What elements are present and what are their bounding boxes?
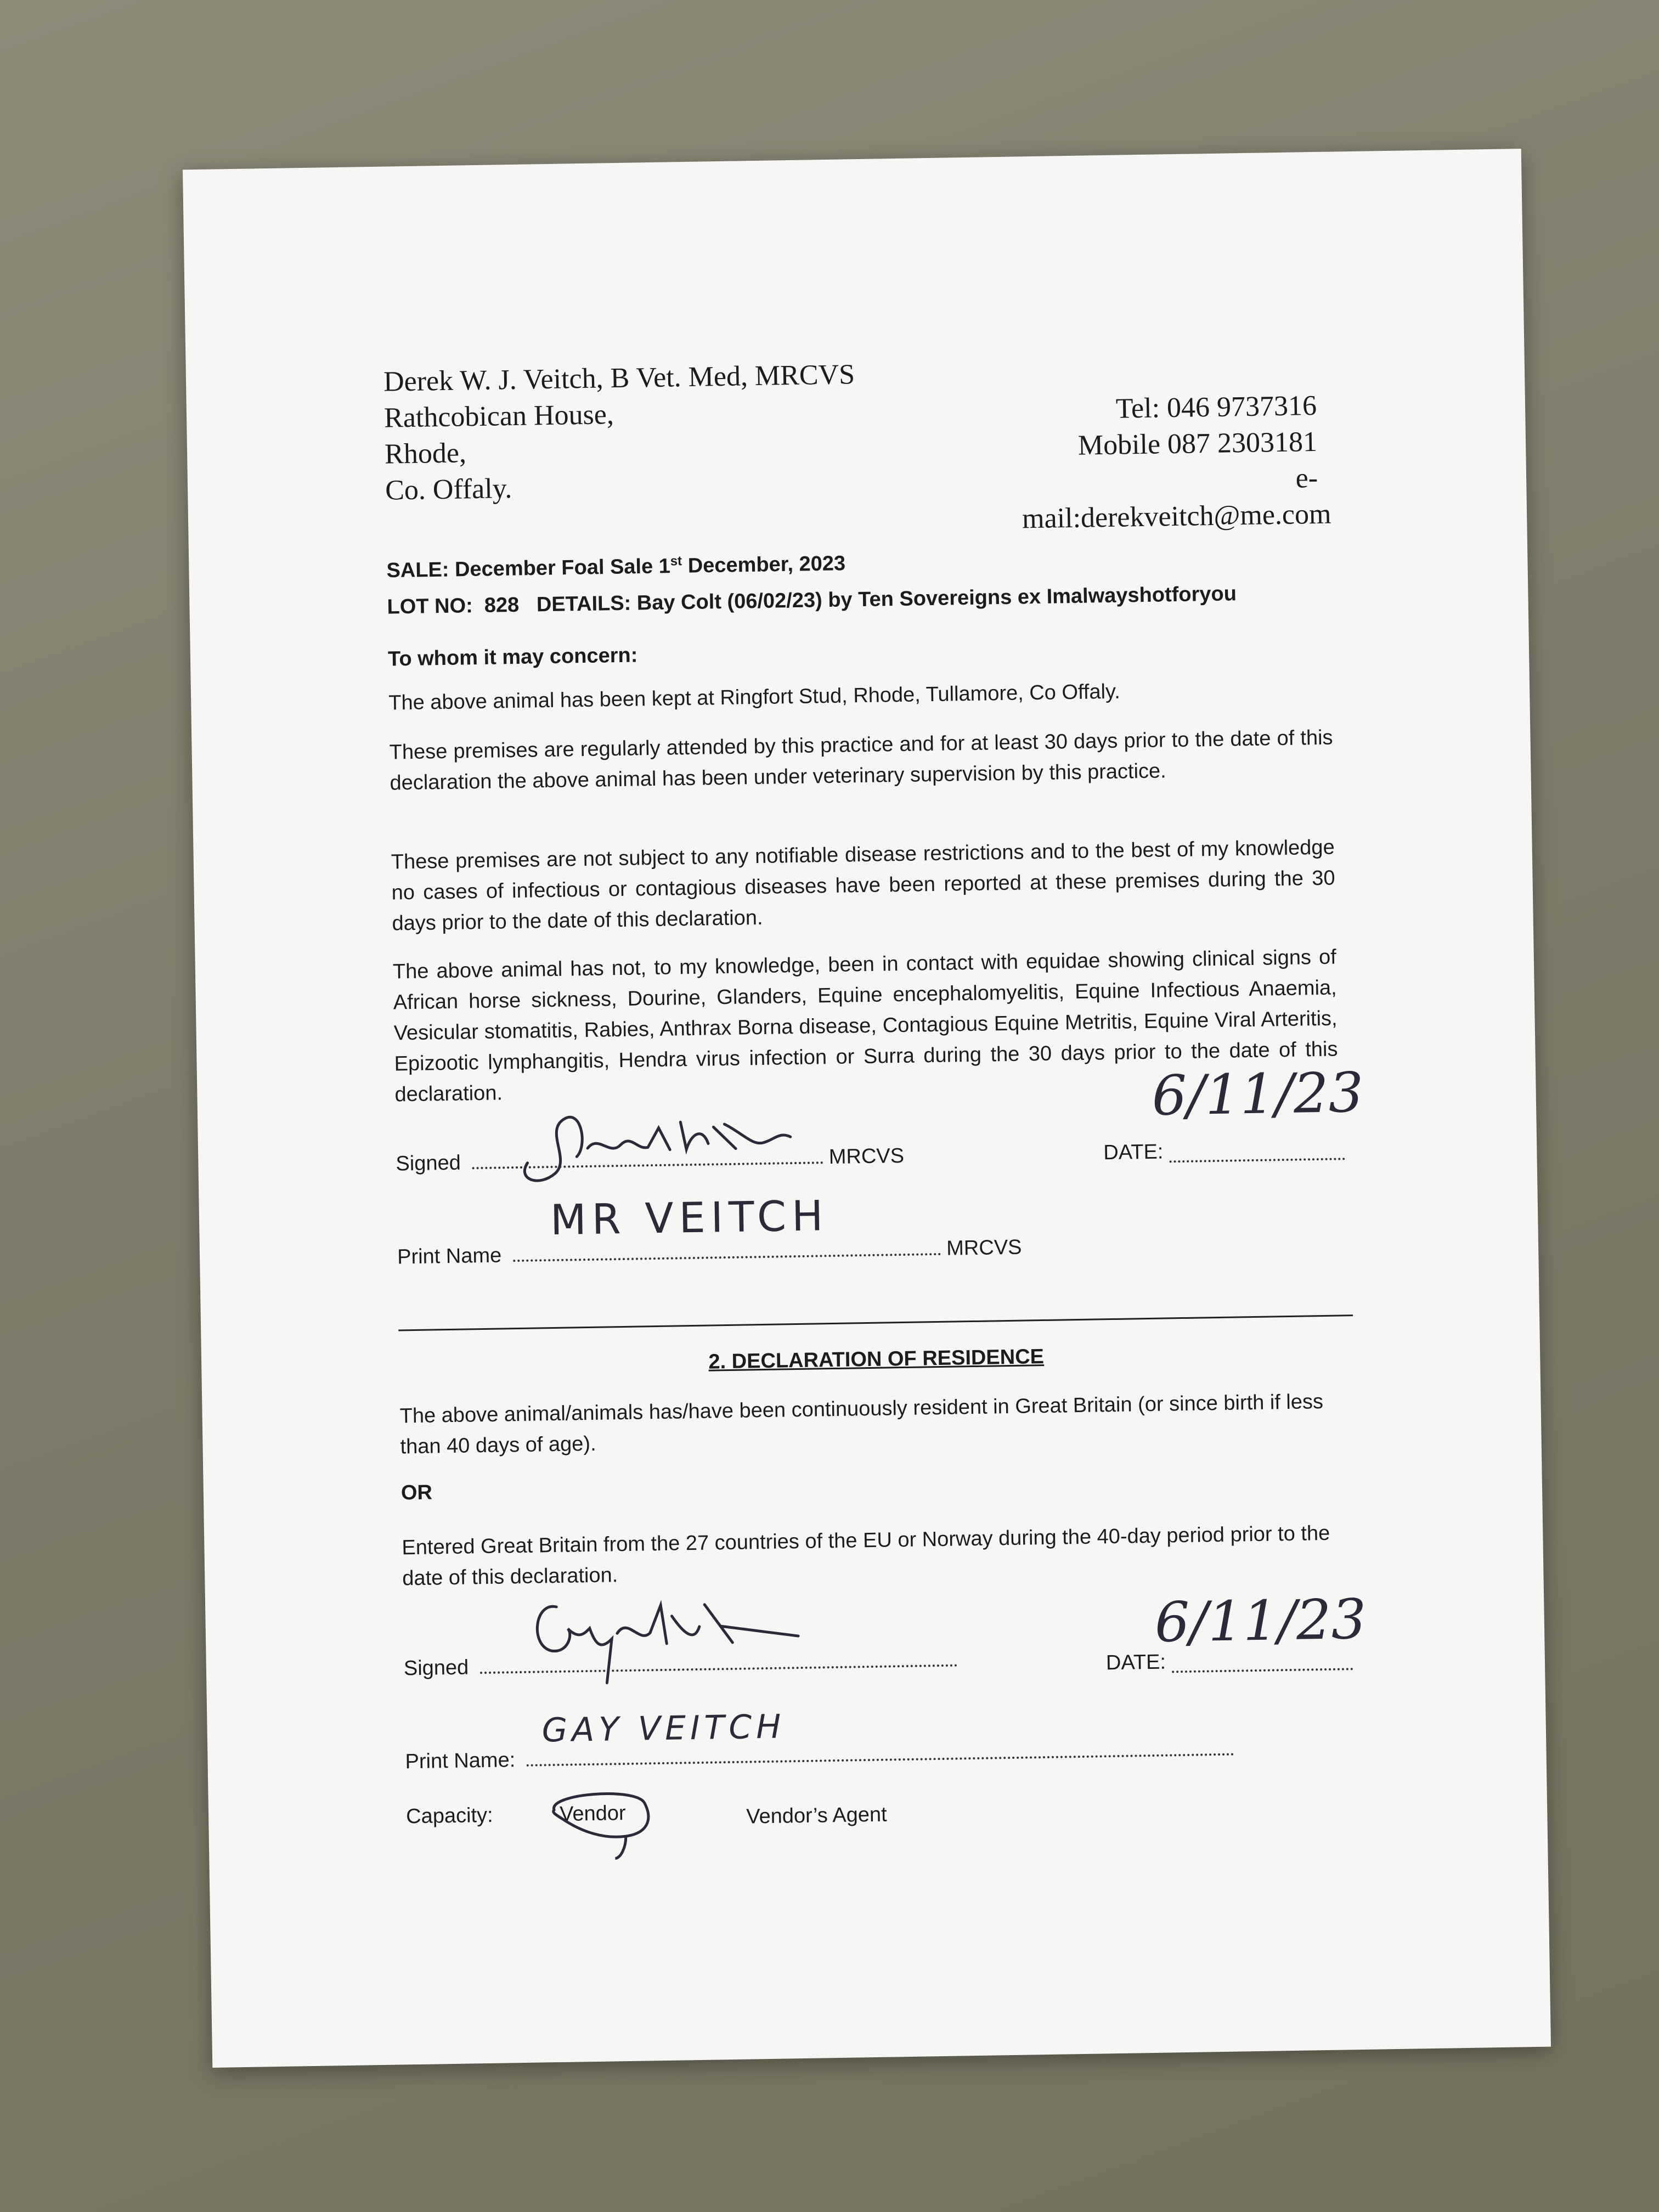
signed-label: Signed	[396, 1151, 461, 1176]
paragraph-4: The above animal has not, to my knowledge, been in contact with equidae showing clinical signs of African horse sickness, Dourine, Glanders, Equine encephalomyelitis, Equine Infectious Anaemia, Vesicular stomatitis, Rabies, Anthrax Borna disease, Contagious Equine Metritis, Equine Viral Arteritis, Epizootic lymphangitis, Hendra virus infection or Surra during the 30 days prior to the date of this declaration.	[392, 945, 1338, 1107]
print-name-line	[513, 1251, 941, 1262]
paragraph-3: These premises are not subject to any notifiable disease restrictions and to the best of my knowledge no cases of infectious or contagious diseases have been reported at these premises during the 30 days prior to the date of this declaration.	[391, 836, 1335, 935]
vendor-circle-mark	[543, 1786, 653, 1865]
vendor-print-name-line	[527, 1751, 1234, 1767]
vendor-signature-image	[512, 1581, 821, 1695]
lot-details: LOT NO: 828 DETAILS: Bay Colt (06/02/23) by Ten Sovereigns ex Imalwayshotforyou	[387, 582, 1237, 619]
vendor-date-handwriting	[1154, 1578, 1367, 1685]
paragraph-2: These premises are regularly attended by this practice and for at least 30 days prior to the date of this declaration the above animal has been under veterinary supervision by this practice.	[389, 726, 1333, 795]
address-line-3: Co. Offaly.	[385, 473, 512, 506]
sale-suffix: December, 2023	[681, 552, 846, 578]
mrcvs-label: MRCVS	[828, 1144, 905, 1169]
declaration-document	[183, 149, 1551, 2068]
vet-print-name-value: MR VEITCH	[550, 1191, 829, 1245]
date-label: DATE:	[1103, 1140, 1164, 1165]
salutation: To whom it may concern:	[387, 644, 638, 671]
address-line-2: Rhode,	[384, 437, 467, 470]
vendor-print-name-label: Print Name:	[405, 1748, 516, 1774]
capacity-row	[406, 1789, 1175, 1867]
print-name-label: Print Name	[397, 1244, 502, 1269]
paragraph-1: The above animal has been kept at Ringfort Stud, Rhode, Tullamore, Co Offaly.	[388, 680, 1121, 715]
residence-paragraph-1: The above animal/animals has/have been continuously resident in Great Britain (or since birth if less than 40 days of age).	[399, 1390, 1324, 1459]
vet-name: Derek W. J. Veitch, B Vet. Med, MRCVS	[383, 359, 855, 398]
vendor-date-label: DATE:	[1105, 1650, 1166, 1675]
vendor-signed-label: Signed	[403, 1656, 469, 1680]
capacity-label: Capacity:	[405, 1803, 493, 1829]
sale-prefix: SALE: December Foal Sale 1	[386, 555, 671, 583]
section-divider	[398, 1314, 1353, 1331]
vet-date-value: 6/11/23	[1151, 1060, 1364, 1128]
sale-line	[386, 543, 846, 586]
print-mrcvs-label: MRCVS	[946, 1235, 1022, 1260]
letterhead-contact-block	[1020, 388, 1331, 537]
vet-signature-image	[505, 1093, 814, 1191]
or-label: OR	[400, 1481, 433, 1505]
vet-date-handwriting	[1151, 1057, 1364, 1164]
vendor-print-name-value: GAY VEITCH	[541, 1707, 786, 1750]
mobile: Mobile 087 2303181	[1077, 426, 1318, 461]
email: e-mail:derekveitch@me.com	[1022, 462, 1331, 535]
address-line-1: Rathcobican House,	[383, 399, 614, 434]
sale-sup: st	[670, 554, 682, 569]
residence-paragraph-2: Entered Great Britain from the 27 countries of the EU or Norway during the 40-day period prior to the date of this declaration.	[402, 1521, 1330, 1590]
tel: Tel: 046 9737316	[1115, 390, 1317, 425]
capacity-vendor-text: Vendor	[559, 1802, 626, 1826]
vendor-print-name-row	[405, 1733, 1283, 1790]
capacity-agent-option: Vendor’s Agent	[746, 1803, 887, 1829]
letterhead-address-block	[383, 357, 857, 509]
section-2-heading: 2. DECLARATION OF RESIDENCE	[708, 1345, 1045, 1374]
vendor-date-value: 6/11/23	[1154, 1587, 1367, 1655]
